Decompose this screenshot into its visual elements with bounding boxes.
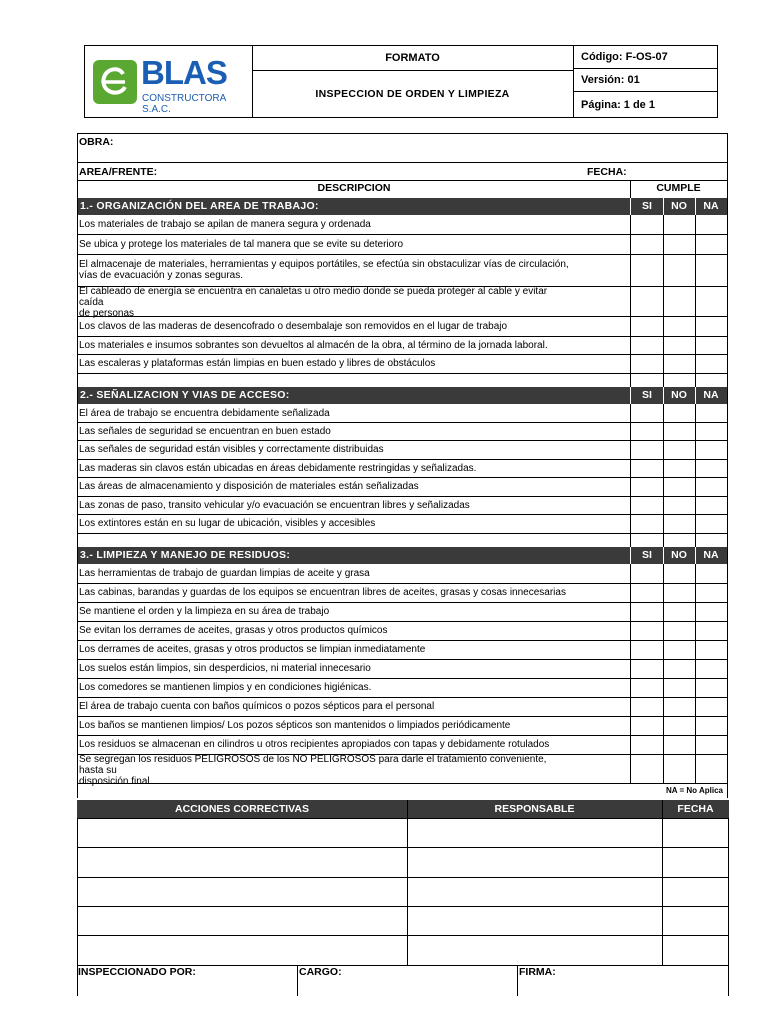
col-na: NA xyxy=(703,200,719,212)
cargo-label: CARGO: xyxy=(299,966,342,978)
responsable-header: RESPONSABLE xyxy=(494,803,575,815)
na-note: NA = No Aplica xyxy=(666,786,723,795)
logo-wordmark: BLAS xyxy=(141,54,227,91)
document-title: INSPECCION DE ORDEN Y LIMPIEZA xyxy=(315,88,510,100)
checklist-item: Los materiales e insumos sobrantes son devueltos al almacén de la obra, al término de la jornada laboral. xyxy=(79,340,548,351)
checklist-item: El cableado de energía se encuentra en canaletas u otro medio donde se pueda proteger al cable y evitar caída de personas xyxy=(79,286,548,319)
checklist-item: Las señales de seguridad están visibles y correctamente distribuidas xyxy=(79,444,384,455)
checklist-item: Los extintores están en su lugar de ubicación, visibles y accesibles xyxy=(79,518,376,529)
checklist-item: El área de trabajo se encuentra debidamente señalizada xyxy=(79,408,330,419)
document-header xyxy=(84,45,718,118)
corrective-actions-table xyxy=(77,800,729,996)
inspection-form xyxy=(77,133,728,798)
obra-label: OBRA: xyxy=(79,136,114,148)
checklist-item: Las maderas sin clavos están ubicadas en áreas debidamente restringidas y señalizadas. xyxy=(79,463,477,474)
inspeccionado-label: INSPECCIONADO POR: xyxy=(78,966,196,978)
company-logo xyxy=(85,46,253,117)
checklist-item: Las señales de seguridad se encuentran en buen estado xyxy=(79,426,331,437)
fecha-label: FECHA: xyxy=(587,166,627,178)
checklist-item: Se evitan los derrames de aceites, grasas y otros productos químicos xyxy=(79,625,388,636)
col-si: SI xyxy=(642,549,652,561)
checklist-item: Los comedores se mantienen limpios y en condiciones higiénicas. xyxy=(79,682,372,693)
col-na: NA xyxy=(703,389,719,401)
format-label: FORMATO xyxy=(252,46,573,71)
checklist-item: Los residuos se almacenan en cilindros u otros recipientes apropiados con tapas y debidamente rotulados xyxy=(79,739,550,750)
acciones-header: ACCIONES CORRECTIVAS xyxy=(175,803,309,815)
checklist-item: Las zonas de paso, transito vehicular y/o evacuación se encuentran libres y señalizadas xyxy=(79,500,470,511)
checklist-item: Las áreas de almacenamiento y disposición de materiales están señalizadas xyxy=(79,481,419,492)
checklist-item: Los derrames de aceites, grasas y otros productos se limpian inmediatamente xyxy=(79,644,426,655)
document-code: Código: F-OS-07 xyxy=(573,46,717,69)
logo-e-icon xyxy=(93,60,137,104)
cumple-header: CUMPLE xyxy=(656,182,701,194)
col-no: NO xyxy=(671,389,687,401)
checklist-item: Los materiales de trabajo se apilan de manera segura y ordenada xyxy=(79,219,371,230)
checklist-item: Las escaleras y plataformas están limpias en buen estado y libres de obstáculos xyxy=(79,358,436,369)
section-title: 1.- ORGANIZACIÓN DEL AREA DE TRABAJO: xyxy=(80,200,319,212)
section-title: 2.- SEÑALIZACION Y VIAS DE ACCESO: xyxy=(80,389,290,401)
area-frente-label: AREA/FRENTE: xyxy=(79,166,158,178)
col-si: SI xyxy=(642,389,652,401)
checklist-item: Las herramientas de trabajo de guardan limpias de aceite y grasa xyxy=(79,568,370,579)
checklist-item: El almacenaje de materiales, herramientas y equipos portátiles, se efectúa sin obstaculizar vías de circulación, vías de evacuación y zonas seguras. xyxy=(79,259,569,281)
checklist-item: Los baños se mantienen limpios/ Los pozos sépticos son mantenidos o limpiados periódicamente xyxy=(79,720,511,731)
document-version: Versión: 01 xyxy=(573,69,717,92)
checklist-item: El área de trabajo cuenta con baños químicos o pozos sépticos para el personal xyxy=(79,701,435,712)
col-no: NO xyxy=(671,200,687,212)
checklist-item: Los suelos están limpios, sin desperdicios, ni material innecesario xyxy=(79,663,371,674)
checklist-item: Se mantiene el orden y la limpieza en su área de trabajo xyxy=(79,606,330,617)
descripcion-header: DESCRIPCION xyxy=(317,182,391,194)
section-title: 3.- LIMPIEZA Y MANEJO DE RESIDUOS: xyxy=(80,549,291,561)
firma-label: FIRMA: xyxy=(519,966,556,978)
document-page: Página: 1 de 1 xyxy=(581,98,655,111)
col-no: NO xyxy=(671,549,687,561)
col-si: SI xyxy=(642,200,652,212)
checklist-item: Se ubica y protege los materiales de tal manera que se evite su deterioro xyxy=(79,239,404,250)
checklist-item: Se segregan los residuos PELIGROSOS de los NO PELIGROSOS para darle el tratamiento conveniente, hasta su disposición final xyxy=(79,754,547,787)
checklist-item: Los clavos de las maderas de desencofrado o desembalaje son removidos en el lugar de trabajo xyxy=(79,321,508,332)
checklist-item: Las cabinas, barandas y guardas de los equipos se encuentran libres de aceites, grasas y cosas innecesarias xyxy=(79,587,566,598)
fecha-col-header: FECHA xyxy=(677,803,714,815)
logo-subtitle: CONSTRUCTORA S.A.C. xyxy=(142,93,226,115)
col-na: NA xyxy=(703,549,719,561)
